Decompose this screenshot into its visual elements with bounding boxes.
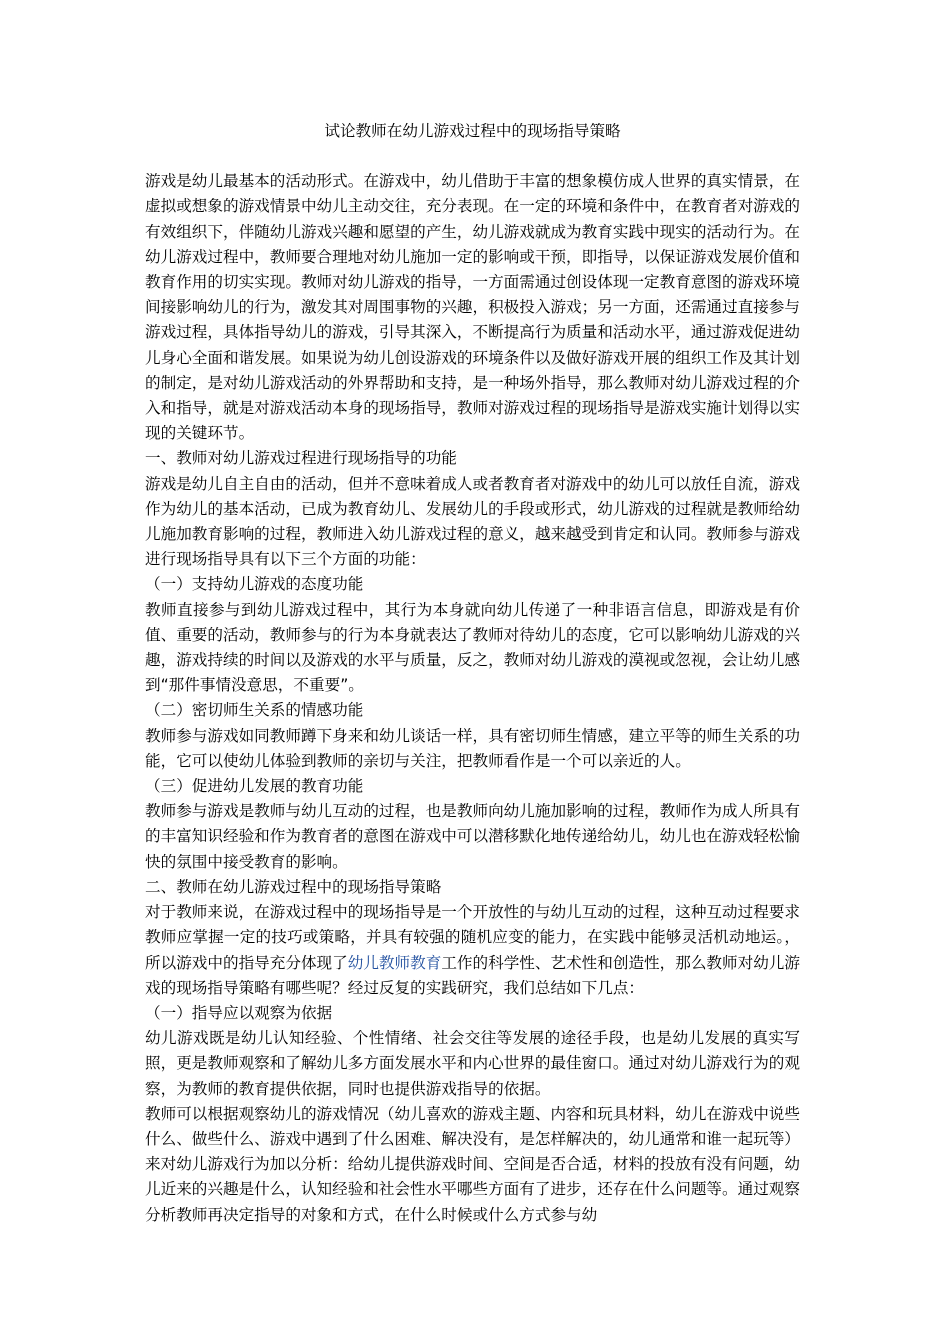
document-page: [145, 119, 800, 1228]
early-childhood-teacher-education-link[interactable]: 幼儿教师教育: [347, 953, 442, 972]
subsection-heading-2-1: （一）指导应以观察为依据: [145, 1003, 333, 1022]
subsection-1-2-paragraph: 教师参与游戏如同教师蹲下身来和幼儿谈话一样，具有密切师生情感，建立平等的师生关系的功能，它可以使幼儿体验到教师的亲切与关注，把教师看作是一个可以亲近的人。: [145, 726, 800, 770]
document-body: [145, 169, 800, 1228]
subsection-1-1-paragraph: 教师直接参与到幼儿游戏过程中，其行为本身就向幼儿传递了一种非语言信息，即游戏是有价值、重要的活动，教师参与的行为本身就表达了教师对待幼儿的态度，它可以影响幼儿游戏的兴趣，游戏持续的时间以及游戏的水平与质量，反之，教师对幼儿游戏的漠视或忽视，会让幼儿感到“那件事情没意思，不重要”。: [145, 600, 800, 695]
section-2-text-end: 工作的科学性、艺术性和创造性，那么教师对幼儿游戏的现场指导策略有哪些呢？经过反复的实践研究，我们总结如下几点：: [145, 953, 800, 997]
subsection-heading-1-2: （二）密切师生关系的情感功能: [145, 701, 364, 720]
section-heading-2: 二、教师在幼儿游戏过程中的现场指导策略: [145, 877, 442, 896]
subsection-heading-1-1: （一）支持幼儿游戏的态度功能: [145, 575, 364, 594]
section-heading-1: 一、教师对幼儿游戏过程进行现场指导的功能: [145, 449, 457, 468]
subsection-1-3-paragraph: 教师参与游戏是教师与幼儿互动的过程，也是教师向幼儿施加影响的过程，教师作为成人所具有的丰富知识经验和作为教育者的意图在游戏中可以潜移默化地传递给幼儿，幼儿也在游戏轻松愉快的氛围中接受教育的影响。: [145, 802, 800, 871]
subsection-2-1-paragraph-1: 幼儿游戏既是幼儿认知经验、个性情绪、社会交往等发展的途径手段，也是幼儿发展的真实写照，更是教师观察和了解幼儿多方面发展水平和内心世界的最佳窗口。通过对幼儿游戏行为的观察，为教师的教育提供依据，同时也提供游戏指导的依据。: [145, 1029, 800, 1098]
section-2-paragraph: [145, 900, 800, 1001]
subsection-2-1-paragraph-2: 教师可以根据观察幼儿的游戏情况（幼儿喜欢的游戏主题、内容和玩具材料，幼儿在游戏中说些什么、做些什么、游戏中遇到了什么困难、解决没有，是怎样解决的，幼儿通常和谁一起玩等）来对幼儿游戏行为加以分析：给幼儿提供游戏时间、空间是否合适，材料的投放有没有问题，幼儿近来的兴趣是什么，认知经验和社会性水平哪些方面有了进步，还存在什么问题等。通过观察分析教师再决定指导的对象和方式，在什么时候或什么方式参与幼: [145, 1104, 800, 1224]
section-1-paragraph: 游戏是幼儿自主自由的活动，但并不意味着成人或者教育者对游戏中的幼儿可以放任自流，游戏作为幼儿的基本活动，已成为教育幼儿、发展幼儿的手段或形式，幼儿游戏的过程就是教师给幼儿施加教育影响的过程，教师进入幼儿游戏过程的意义，越来越受到肯定和认同。教师参与游戏进行现场指导具有以下三个方面的功能：: [145, 474, 800, 569]
intro-paragraph: 游戏是幼儿最基本的活动形式。在游戏中，幼儿借助于丰富的想象模仿成人世界的真实情景，在虚拟或想象的游戏情景中幼儿主动交往，充分表现。在一定的环境和条件中，在教育者对游戏的有效组织下，伴随幼儿游戏兴趣和愿望的产生，幼儿游戏就成为教育实践中现实的活动行为。在幼儿游戏过程中，教师要合理地对幼儿施加一定的影响或干预，即指导，以保证游戏发展价值和教育作用的切实实现。教师对幼儿游戏的指导，一方面需通过创设体现一定教育意图的游戏环境间接影响幼儿的行为，激发其对周围事物的兴趣，积极投入游戏；另一方面，还需通过直接参与游戏过程，具体指导幼儿的游戏，引导其深入，不断提高行为质量和活动水平，通过游戏促进幼儿身心全面和谐发展。如果说为幼儿创设游戏的环境条件以及做好游戏开展的组织工作及其计划的制定，是对幼儿游戏活动的外界帮助和支持，是一种场外指导，那么教师对幼儿游戏过程的介入和指导，就是对游戏活动本身的现场指导，教师对游戏过程的现场指导是游戏实施计划得以实现的关键环节。: [145, 172, 800, 443]
subsection-heading-1-3: （三）促进幼儿发展的教育功能: [145, 777, 364, 796]
section-2-text-start: 对于教师来说，在游戏过程中的现场指导是一个开放性的与幼儿互动的过程，这种互动过程要求教师应掌握一定的技巧或策略，并具有较强的随机应变的能力，在实践中能够灵活机动地运。，所以游戏中的指导充分体现了: [145, 903, 800, 972]
document-title: 试论教师在幼儿游戏过程中的现场指导策略: [324, 122, 621, 140]
